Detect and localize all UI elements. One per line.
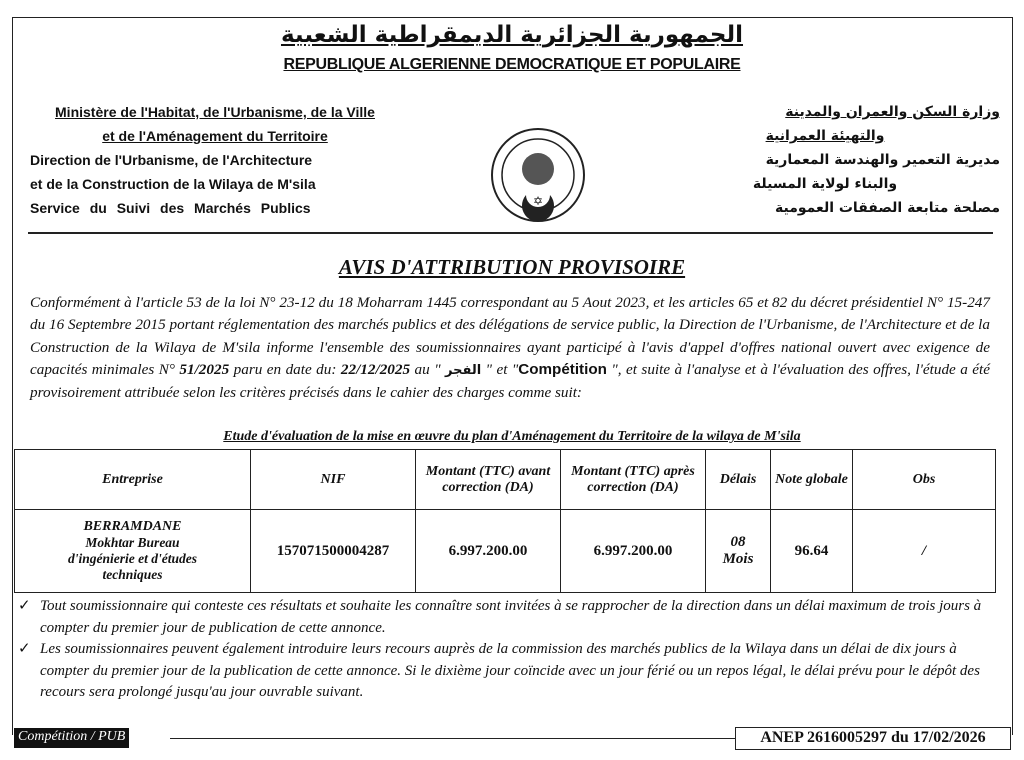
checkmark-icon: ✓	[18, 598, 31, 614]
cell-entreprise	[15, 510, 251, 593]
list-item	[18, 639, 990, 704]
attribution-table	[14, 449, 996, 593]
ministry-line-ar: وزارة السكن والعمران والمدينة	[785, 104, 1000, 120]
direction-line: Direction de l'Urbanisme, de l'Architecture	[30, 152, 313, 168]
paragraph-text: au "	[410, 360, 446, 378]
cell-montant-apres: 6.997.200.00	[561, 510, 706, 593]
col-header-delais: Délais	[706, 450, 771, 510]
col-header-entreprise: Entreprise	[15, 450, 251, 510]
cell-obs: /	[853, 510, 996, 593]
ministry-line: et de l'Aménagement du Territoire	[102, 128, 328, 144]
direction-line-ar: والبناء لولاية المسيلة	[752, 176, 898, 192]
algeria-seal-icon	[478, 125, 598, 225]
cell-montant-avant: 6.997.200.00	[416, 510, 561, 593]
col-header-nif: NIF	[251, 450, 416, 510]
table-header-row	[15, 450, 996, 510]
cell-nif: 157071500004287	[251, 510, 416, 593]
table-row	[15, 510, 996, 593]
cell-delais: 08 Mois	[706, 510, 771, 593]
footer-line	[170, 738, 735, 739]
service-line-ar: مصلحة متابعة الصفقات العمومية	[775, 200, 1000, 216]
publication-date: 22/12/2025	[340, 360, 411, 378]
entreprise-desc: Mokhtar Bureau d'ingénierie et d'études techniques	[68, 535, 197, 582]
paragraph-text: ", et suite à l'analyse et à l'évaluation des offres, l'étude a été provisoirement attribuée selon les critères précisés dans le cahier des charges comme suit:	[30, 360, 990, 402]
cell-note: 96.64	[771, 510, 853, 593]
bullet-text: Les soumissionnaires peuvent également introduire leurs recours auprès de la commission des marchés publics de la Wilaya dans un délai de dix jours à compter du premier jour de la publication de cette annonce. Si le dixième jour coïncide avec un jour férié ou un repos légal, le délai prévu pour le dépôt des recours sera prolongé jusqu'au jour ouvrable suivant.	[40, 641, 980, 700]
col-header-note: Note globale	[771, 450, 853, 510]
french-republic-title: REPUBLIQUE ALGERIENNE DEMOCRATIQUE ET POPULAIRE	[283, 56, 741, 73]
bullet-text: Tout soumissionnaire qui conteste ces résultats et souhaite les connaître sont invitées à se rapprocher de la direction dans un délai maximum de trois jours à compter du premier jour de publication de cette annonce.	[40, 598, 982, 636]
ministry-line: Ministère de l'Habitat, de l'Urbanisme, de la Ville	[55, 104, 375, 120]
paragraph-text: " et "	[481, 360, 519, 378]
ministry-block-ar	[620, 100, 1000, 220]
list-item	[18, 596, 990, 639]
header-divider	[28, 232, 993, 234]
service-line: Service du Suivi des Marchés Publics	[30, 200, 311, 216]
paragraph-text: paru en date du:	[229, 360, 341, 378]
paragraph-text: Conformément à l'article 53 de la loi N° 23-12 du 18 Moharram 1445 correspondant au 5 Aout 2023, et les articles 65 et 82 du décret présidentiel N° 15-247 du 16 Septembre 2015 portant réglementation des marchés publics et des délégations de service public, la Direction de l'Urbanisme, de l'Architecture et de la Construction de la Wilaya de M'sila informe l'ensemble des soumissionnaires ayant participé à l'avis d'appel d'offres national ouvert avec exigence de capacités minimales N°	[30, 294, 990, 378]
newspaper-arabic: الفجر	[445, 362, 482, 378]
direction-line: et de la Construction de la Wilaya de M'sila	[30, 176, 316, 192]
ministry-line-ar: والتهيئة العمرانية	[765, 128, 885, 144]
notice-title: AVIS D'ATTRIBUTION PROVISOIRE	[338, 255, 686, 279]
col-header-montant-avant: Montant (TTC) avant correction (DA)	[416, 450, 561, 510]
direction-line-ar: مديرية التعمير والهندسة المعمارية	[765, 152, 1000, 168]
checkmark-icon: ✓	[18, 641, 31, 657]
col-header-obs: Obs	[853, 450, 996, 510]
project-subject: Etude d'évaluation de la mise en œuvre du plan d'Aménagement du Territoire de la wilaya de M'sila	[223, 429, 801, 444]
arabic-republic-title: الجمهورية الجزائرية الديمقراطية الشعبية	[280, 22, 744, 48]
ministry-block-fr	[30, 100, 430, 220]
col-header-montant-apres: Montant (TTC) après correction (DA)	[561, 450, 706, 510]
source-label: Compétition / PUB	[14, 728, 129, 748]
avis-number: 51/2025	[179, 360, 230, 378]
notice-paragraph	[30, 292, 990, 404]
entreprise-name: BERRAMDANE	[83, 519, 182, 534]
bullet-list	[18, 596, 990, 704]
newspaper-french: Compétition	[518, 360, 607, 378]
svg-text:✡: ✡	[532, 194, 544, 208]
anep-reference: ANEP 2616005297 du 17/02/2026	[735, 727, 1011, 750]
